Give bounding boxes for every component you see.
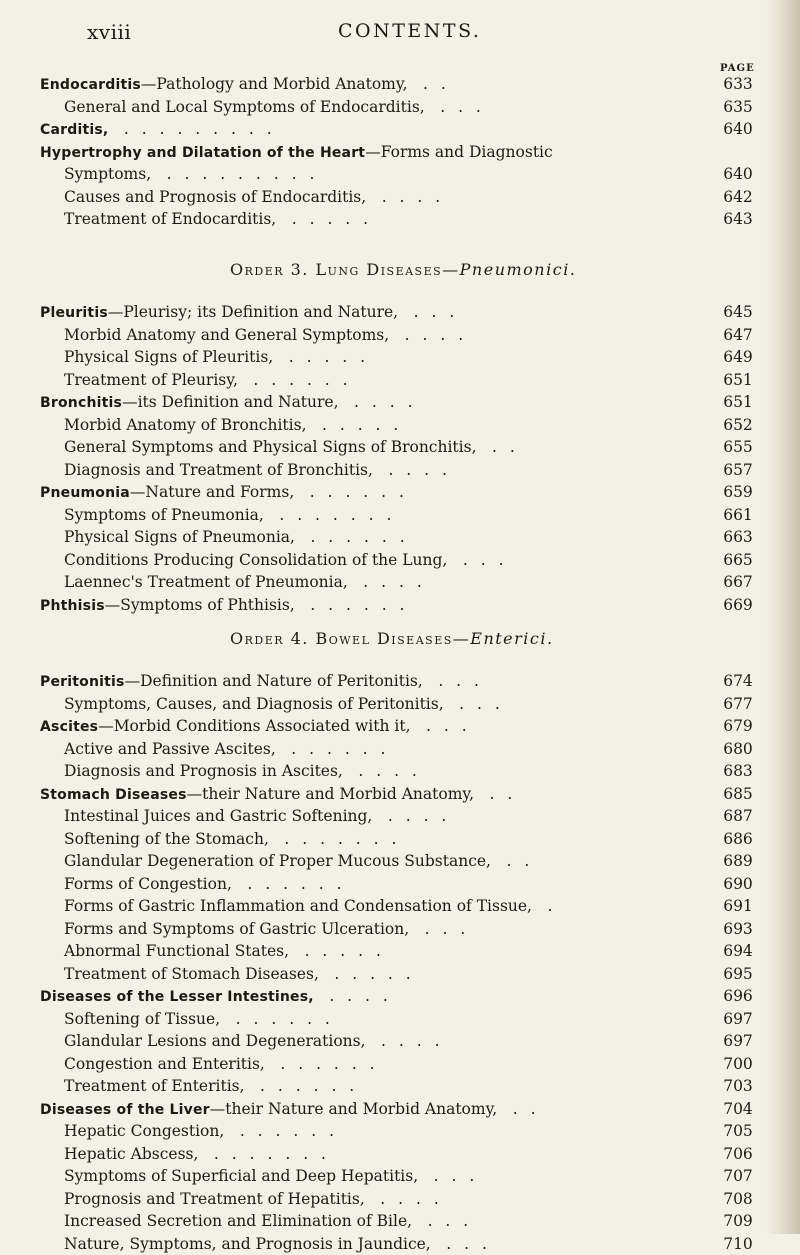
entry-page-number: 651 (723, 370, 753, 389)
entry-heading: Phthisis (40, 597, 105, 614)
leader-dots: . . . . . . (280, 1054, 379, 1073)
entry-title: Congestion and Enteritis, (64, 1054, 265, 1073)
toc-entry[interactable] (0, 1143, 800, 1165)
entry-page-number: 643 (723, 210, 753, 228)
toc-entry[interactable] (0, 1008, 800, 1030)
entry-heading: Ascites (40, 719, 99, 735)
toc-entry[interactable] (0, 73, 800, 95)
toc-entry[interactable] (0, 96, 800, 118)
entry-page-number: 709 (723, 1212, 753, 1230)
entry-page-number: 652 (723, 415, 753, 434)
entry-page-number: 649 (723, 348, 753, 366)
entry-title: Symptoms of Superficial and Deep Hepatitis, (64, 1167, 419, 1185)
toc-entry[interactable] (0, 1233, 800, 1255)
leader-dots: . . . (427, 1212, 473, 1230)
entry-text (64, 1210, 472, 1232)
entry-page-number: 633 (723, 75, 753, 93)
leader-dots: . . . . (354, 393, 417, 411)
entry-page-number: 640 (723, 165, 753, 183)
toc-entry[interactable] (0, 1075, 800, 1097)
entry-text (64, 738, 389, 760)
leader-dots: . . . . (358, 762, 421, 780)
toc-entry[interactable] (0, 459, 800, 481)
entry-text (40, 73, 450, 96)
entry-title: Symptoms of Pneumonia, (64, 505, 264, 524)
toc-entry[interactable] (0, 163, 800, 185)
entry-text (64, 805, 450, 827)
leader-dots: . . . . . . (253, 370, 352, 389)
toc-entry[interactable] (0, 208, 800, 230)
entry-page-number: 645 (723, 303, 753, 321)
entry-heading: Stomach Diseases (40, 786, 187, 803)
toc-entry[interactable] (0, 693, 800, 715)
leader-dots: . . . (426, 717, 471, 735)
entry-page-number: 704 (723, 1099, 753, 1118)
leader-dots: . . . (424, 919, 470, 938)
entry-page-number: 669 (723, 595, 753, 614)
entry-title: Diagnosis and Treatment of Bronchitis, (64, 460, 373, 479)
entry-title: General Symptoms and Physical Signs of Bronchitis, (64, 438, 477, 456)
entry-page-number: 710 (723, 1234, 753, 1253)
toc-entry[interactable] (0, 571, 800, 593)
leader-dots: . . . . . . . (284, 829, 401, 848)
leader-dots: . . . (459, 694, 504, 713)
entry-text (64, 873, 346, 895)
entry-text (64, 1075, 358, 1097)
running-header (0, 20, 800, 48)
toc-entry[interactable] (0, 783, 800, 805)
leader-dots: . . . . . . (235, 1009, 334, 1028)
entry-page-number: 680 (723, 739, 753, 758)
entry-page-number: 706 (723, 1144, 753, 1163)
order-heading (0, 627, 800, 651)
entry-text (64, 414, 402, 436)
entry-text (64, 526, 409, 548)
toc-entry[interactable] (0, 985, 800, 1007)
entry-page-number: 679 (723, 717, 753, 735)
entry-page-number: 667 (723, 573, 753, 591)
entry-title: —Definition and Nature of Peritonitis, (124, 672, 423, 690)
entry-title: Conditions Producing Consolidation of the Lung, (64, 550, 448, 569)
toc-entry[interactable] (0, 141, 800, 163)
entry-text (64, 760, 421, 782)
entry-text (40, 783, 516, 806)
entry-title: Active and Passive Ascites, (64, 739, 276, 758)
entry-title: Glandular Lesions and Degenerations, (64, 1032, 366, 1050)
toc-entry[interactable] (0, 594, 800, 616)
leader-dots: . . . . (404, 325, 468, 344)
entry-text (64, 571, 426, 593)
entry-text (64, 163, 318, 185)
page-column-label: PAGE (720, 63, 755, 74)
leader-dots: . . . . . . (291, 739, 390, 758)
leader-dots: . . . . (381, 187, 445, 206)
entry-heading: Diseases of the Lesser Intestines, (40, 989, 314, 1005)
entry-page-number: 661 (723, 505, 753, 524)
entry-text (64, 1165, 478, 1187)
toc-entry[interactable] (0, 670, 800, 692)
toc-entry[interactable] (0, 301, 800, 323)
entry-text (64, 186, 444, 208)
entry-heading: Hypertrophy and Dilatation of the Heart (40, 144, 366, 161)
leader-dots: . . . . . (322, 415, 403, 434)
entry-title: Morbid Anatomy of Bronchitis, (64, 415, 307, 434)
toc-entry[interactable] (0, 1120, 800, 1142)
leader-dots: . . . (462, 550, 508, 569)
leader-dots: . . (492, 438, 519, 456)
toc-entry[interactable] (0, 1165, 800, 1187)
entry-text (40, 715, 471, 738)
entry-text (64, 850, 533, 872)
entry-title: —Morbid Conditions Associated with it, (98, 717, 411, 735)
leader-dots: . . . (413, 303, 459, 321)
entry-text (64, 1008, 334, 1030)
entry-text (64, 1188, 443, 1210)
order-label: Order 3. Lung Diseases— (230, 260, 460, 279)
entry-title: —Pathology and Morbid Anatomy, (140, 75, 408, 93)
toc-entry[interactable] (0, 186, 800, 208)
entry-title: —their Nature and Morbid Anatomy, (186, 784, 475, 803)
toc-entry[interactable] (0, 895, 800, 917)
toc-entry[interactable] (0, 391, 800, 413)
entry-text (40, 141, 553, 164)
leader-dots: . . . (438, 672, 483, 690)
entry-page-number: 674 (723, 672, 753, 690)
leader-dots: . . . . . (288, 348, 370, 366)
entry-page-number: 707 (723, 1167, 753, 1185)
entry-text (40, 670, 483, 693)
entry-title: —Symptoms of Phthisis, (104, 595, 295, 614)
entry-text (64, 918, 469, 940)
entry-page-number: 635 (723, 97, 753, 116)
entry-title: Hepatic Congestion, (64, 1122, 225, 1140)
entry-title: Intestinal Juices and Gastric Softening, (64, 807, 373, 825)
entry-title: Symptoms, (64, 165, 152, 183)
toc-entry[interactable] (0, 805, 800, 827)
entry-page-number: 690 (723, 874, 753, 893)
entry-page-number: 642 (723, 187, 753, 206)
toc-entry[interactable] (0, 1098, 800, 1120)
toc-entry[interactable] (0, 481, 800, 503)
entry-page-number: 691 (723, 897, 753, 915)
entry-page-number: 657 (723, 460, 753, 479)
entry-page-number: 677 (723, 694, 753, 713)
toc-entry[interactable] (0, 346, 800, 368)
entry-page-number: 700 (723, 1054, 753, 1073)
leader-dots: . . . . . . . (213, 1144, 330, 1163)
toc-entry[interactable] (0, 715, 800, 737)
entry-text (64, 324, 467, 346)
entry-title: Abnormal Functional States, (64, 942, 290, 960)
toc-entry[interactable] (0, 1188, 800, 1210)
entry-page-number: 705 (723, 1122, 753, 1140)
toc-entry[interactable] (0, 369, 800, 391)
entry-text (40, 118, 276, 141)
toc-entry[interactable] (0, 414, 800, 436)
entry-title: Softening of Tissue, (64, 1009, 221, 1028)
entry-text (40, 391, 417, 414)
leader-dots: . . . . . . . . . (123, 120, 276, 138)
entry-text (64, 963, 415, 985)
entry-title: Treatment of Stomach Diseases, (64, 964, 319, 983)
toc-entry[interactable] (0, 760, 800, 782)
entry-text (64, 1143, 330, 1165)
entry-title: Physical Signs of Pneumonia, (64, 528, 295, 546)
entry-heading: Diseases of the Liver (40, 1101, 210, 1118)
entry-text (64, 436, 519, 458)
entry-page-number: 665 (723, 550, 753, 569)
toc-entry[interactable] (0, 504, 800, 526)
order-heading-text (230, 627, 554, 651)
entry-title: —Forms and Diagnostic (365, 142, 553, 161)
toc-entry[interactable] (0, 526, 800, 548)
entry-page-number: 697 (723, 1009, 753, 1028)
toc-entry[interactable] (0, 324, 800, 346)
entry-text (64, 208, 372, 230)
entry-title: Increased Secretion and Elimination of Bile, (64, 1212, 413, 1230)
leader-dots: . . (512, 1099, 540, 1118)
entry-text (64, 1053, 379, 1075)
entry-text (40, 985, 392, 1008)
entry-page-number: 695 (723, 964, 753, 983)
toc-entry[interactable] (0, 1210, 800, 1232)
entry-text (64, 1030, 444, 1052)
entry-page-number: 696 (723, 987, 753, 1005)
toc-entry[interactable] (0, 1053, 800, 1075)
order-label: Order 4. Bowel Diseases— (230, 629, 471, 648)
entry-page-number: 683 (723, 762, 753, 780)
entry-text (40, 1098, 540, 1121)
leader-dots: . . . . . . (247, 874, 346, 893)
entry-page-number: 647 (723, 325, 753, 344)
entry-page-number: 686 (723, 829, 753, 848)
leader-dots: . . . . (381, 1032, 444, 1050)
leader-dots: . . . . . . . . . (166, 165, 319, 183)
leader-dots: . . (489, 784, 517, 803)
leader-dots: . . . . . (304, 942, 385, 960)
entry-title: Treatment of Enteritis, (64, 1077, 245, 1095)
entry-heading: Endocarditis (40, 77, 141, 93)
entry-title: Softening of the Stomach, (64, 829, 269, 848)
entry-page-number: 640 (723, 120, 753, 138)
leader-dots: . . . . . (334, 964, 415, 983)
toc-entry[interactable] (0, 918, 800, 940)
leader-dots: . . . (446, 1234, 491, 1253)
entry-title: Treatment of Endocarditis, (64, 210, 277, 228)
toc-entry[interactable] (0, 873, 800, 895)
leader-dots: . . . . (387, 807, 451, 825)
entry-title: Laennec's Treatment of Pneumonia, (64, 573, 348, 591)
toc-entry[interactable] (0, 940, 800, 962)
entry-title: Forms of Gastric Inflammation and Condensation of Tissue, (64, 897, 532, 915)
entry-title: Forms and Symptoms of Gastric Ulceration, (64, 919, 410, 938)
entry-heading: Pneumonia (40, 485, 130, 501)
toc-entry[interactable] (0, 738, 800, 760)
leader-dots: . . . (440, 97, 485, 116)
leader-dots: . (547, 897, 557, 915)
leader-dots: . . . . . . (310, 595, 409, 614)
entry-page-number: 651 (723, 393, 753, 411)
entry-text (64, 549, 508, 571)
entry-text (64, 346, 369, 368)
order-latin-name: Pneumonici. (459, 260, 577, 279)
entry-text (64, 693, 504, 715)
page-number: xviii (87, 20, 132, 44)
leader-dots: . . . . . . (309, 483, 408, 501)
leader-dots: . . . . . . . (279, 505, 396, 524)
entry-text (40, 481, 408, 504)
entry-title: Prognosis and Treatment of Hepatitis, (64, 1189, 365, 1208)
entry-title: Hepatic Abscess, (64, 1144, 199, 1163)
leader-dots: . . . . (388, 460, 451, 479)
entry-text (64, 1233, 491, 1255)
entry-title: Forms of Congestion, (64, 874, 232, 893)
entry-title: Nature, Symptoms, and Prognosis in Jaundice, (64, 1234, 431, 1253)
entry-page-number: 694 (723, 942, 753, 960)
entry-heading: Carditis, (40, 122, 109, 138)
entry-title: Symptoms, Causes, and Diagnosis of Peritonitis, (64, 694, 444, 713)
entry-text (64, 828, 400, 850)
entry-page-number: 655 (723, 438, 753, 456)
entry-title: General and Local Symptoms of Endocarditis, (64, 97, 425, 116)
toc-entry[interactable] (0, 1030, 800, 1052)
entry-heading: Pleuritis (40, 305, 108, 321)
running-title: CONTENTS. (338, 20, 482, 42)
entry-text (40, 301, 458, 324)
leader-dots: . . . . (380, 1189, 443, 1208)
entry-page-number: 685 (723, 784, 753, 803)
entry-title: —its Definition and Nature, (122, 393, 339, 411)
order-heading-text (230, 258, 576, 282)
entry-title: —Pleurisy; its Definition and Nature, (107, 303, 399, 321)
entry-page-number: 697 (723, 1032, 753, 1050)
toc-entry[interactable] (0, 850, 800, 872)
entry-text (64, 369, 352, 391)
entry-text (64, 895, 556, 917)
entry-title: —their Nature and Morbid Anatomy, (209, 1099, 498, 1118)
entry-text (64, 1120, 338, 1142)
toc-entry[interactable] (0, 963, 800, 985)
entry-text (64, 459, 451, 481)
leader-dots: . . . . (363, 573, 426, 591)
entry-page-number: 663 (723, 528, 753, 546)
entry-title: Diagnosis and Prognosis in Ascites, (64, 762, 343, 780)
entry-title: Glandular Degeneration of Proper Mucous Substance, (64, 852, 491, 870)
leader-dots: . . (506, 852, 534, 870)
leader-dots: . . . . . . (239, 1122, 339, 1140)
entry-title: —Nature and Forms, (129, 483, 295, 501)
entry-page-number: 708 (723, 1189, 753, 1208)
entry-title: Treatment of Pleurisy, (64, 370, 238, 389)
entry-page-number: 693 (723, 919, 753, 938)
toc-entry[interactable] (0, 828, 800, 850)
toc-entry[interactable] (0, 436, 800, 458)
entry-text (64, 96, 485, 118)
entry-page-number: 689 (723, 852, 753, 870)
entry-title: Morbid Anatomy and General Symptoms, (64, 325, 390, 344)
leader-dots: . . (423, 75, 450, 93)
entry-page-number: 703 (723, 1077, 753, 1095)
entry-heading: Peritonitis (40, 674, 125, 690)
entry-title: Physical Signs of Pleuritis, (64, 348, 274, 366)
leader-dots: . . . (433, 1167, 479, 1185)
entry-text (64, 940, 385, 962)
entry-title: Causes and Prognosis of Endocarditis, (64, 187, 367, 206)
order-heading (0, 258, 800, 282)
toc-entry[interactable] (0, 549, 800, 571)
entry-text (64, 504, 395, 526)
order-latin-name: Enterici. (470, 629, 554, 648)
toc-entry[interactable] (0, 118, 800, 140)
leader-dots: . . . . . . (310, 528, 409, 546)
entry-page-number: 687 (723, 807, 753, 825)
leader-dots: . . . . . . (260, 1077, 359, 1095)
entry-page-number: 659 (723, 483, 753, 501)
leader-dots: . . . . . (291, 210, 373, 228)
entry-text (40, 594, 408, 617)
leader-dots: . . . . (329, 987, 392, 1005)
entry-heading: Bronchitis (40, 395, 123, 411)
